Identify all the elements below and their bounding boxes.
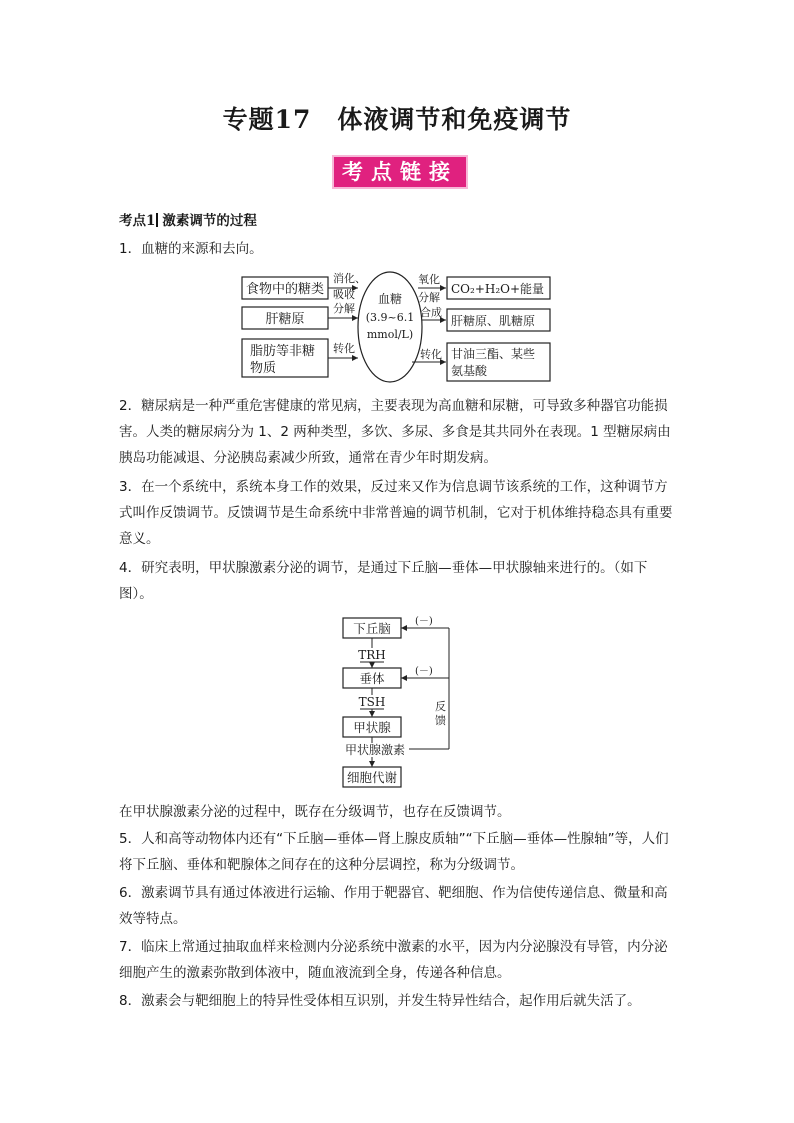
section-label: 考点1 bbox=[119, 213, 156, 229]
in-label-1: 消化、 bbox=[333, 272, 366, 285]
hormone-trh: TRH bbox=[358, 648, 386, 662]
output-4: 氨基酸 bbox=[451, 364, 488, 378]
source-fat-1: 脂肪等非糖 bbox=[250, 344, 316, 359]
feedback-label-1: 反 bbox=[435, 700, 446, 713]
hormone-th: 甲状腺激素 bbox=[344, 743, 406, 757]
item-2: 2．糖尿病是一种严重危害健康的常见病，主要表现为高血糖和尿糖，可导致多种器官功能损害。人类的糖尿病分为 1、2 两种类型，多饮、多尿、多食是其共同外在表现。1 型糖尿病由胰岛功能减退、分泌胰岛素减少所致，通常在青少年时期发病。 bbox=[119, 398, 671, 466]
section-heading bbox=[119, 209, 257, 229]
source-fat-2: 物质 bbox=[250, 361, 277, 376]
output-3: 甘油三酯、某些 bbox=[451, 347, 536, 361]
blood-glucose-ellipse bbox=[358, 272, 422, 382]
page-title: 专题17 体液调节和免疫调节 bbox=[222, 105, 572, 134]
center-1: 血糖 bbox=[377, 292, 403, 306]
node-pituitary: 垂体 bbox=[359, 671, 385, 686]
output-2: 肝糖原、肌糖原 bbox=[451, 314, 536, 328]
hormone-tsh: TSH bbox=[358, 695, 386, 709]
item-6: 6．激素调节具有通过体液进行运输、作用于靶器官、靶细胞、作为信使传递信息、微量和高效等特点。 bbox=[119, 885, 668, 927]
feedback-label-2: 馈 bbox=[435, 714, 446, 727]
out-label-1: 氧化 bbox=[418, 273, 440, 286]
item-7: 7．临床上常通过抽取血样来检测内分泌系统中激素的水平，因为内分泌腺没有导管，内分泌细胞产生的激素弥散到体液中，随血液流到全身，传递各种信息。 bbox=[119, 939, 668, 981]
source-food: 食物中的糖类 bbox=[245, 282, 325, 297]
output-1: CO₂+H₂O+能量 bbox=[451, 282, 545, 296]
negative-1: (－) bbox=[415, 616, 433, 627]
item-4: 4．研究表明，甲状腺激素分泌的调节，是通过下丘脑—垂体—甲状腺轴来进行的。（如下图）。 bbox=[119, 560, 648, 602]
source-glycogen: 肝糖原 bbox=[265, 312, 305, 327]
node-metabolism: 细胞代谢 bbox=[346, 770, 398, 785]
out-label-2: 分解 bbox=[418, 291, 440, 304]
thyroid-diagram bbox=[335, 615, 460, 790]
item-4-note: 在甲状腺激素分泌的过程中，既存在分级调节，也存在反馈调节。 bbox=[119, 804, 511, 820]
in-label-3: 分解 bbox=[333, 302, 355, 315]
center-3: mmol/L) bbox=[366, 328, 414, 341]
in-label-4: 转化 bbox=[333, 342, 355, 355]
out-label-4: 转化 bbox=[420, 348, 442, 361]
item-3: 3．在一个系统中，系统本身工作的效果，反过来又作为信息调节该系统的工作，这种调节方式叫作反馈调节。反馈调节是生命系统中非常普遍的调节机制，它对于机体维持稳态具有重要意义。 bbox=[119, 479, 673, 547]
heading-divider bbox=[156, 213, 158, 227]
node-thyroid: 甲状腺 bbox=[353, 720, 391, 735]
node-hypothalamus: 下丘脑 bbox=[353, 621, 391, 636]
center-2: (3.9~6.1 bbox=[365, 311, 415, 324]
glucose-diagram bbox=[240, 270, 560, 385]
section-badge: 考点链接 bbox=[332, 155, 468, 189]
out-label-3: 合成 bbox=[420, 306, 442, 319]
in-label-2: 吸收 bbox=[333, 288, 355, 301]
negative-2: (－) bbox=[415, 666, 433, 677]
item-5: 5．人和高等动物体内还有“下丘脑—垂体—肾上腺皮质轴”“下丘脑—垂体—性腺轴”等，人们将下丘脑、垂体和靶腺体之间存在的这种分层调控，称为分级调节。 bbox=[119, 831, 669, 873]
item-1: 1．血糖的来源和去向。 bbox=[119, 241, 263, 257]
section-text: 激素调节的过程 bbox=[162, 213, 257, 229]
item-8: 8．激素会与靶细胞上的特异性受体相互识别，并发生特异性结合，起作用后就失活了。 bbox=[119, 993, 641, 1009]
